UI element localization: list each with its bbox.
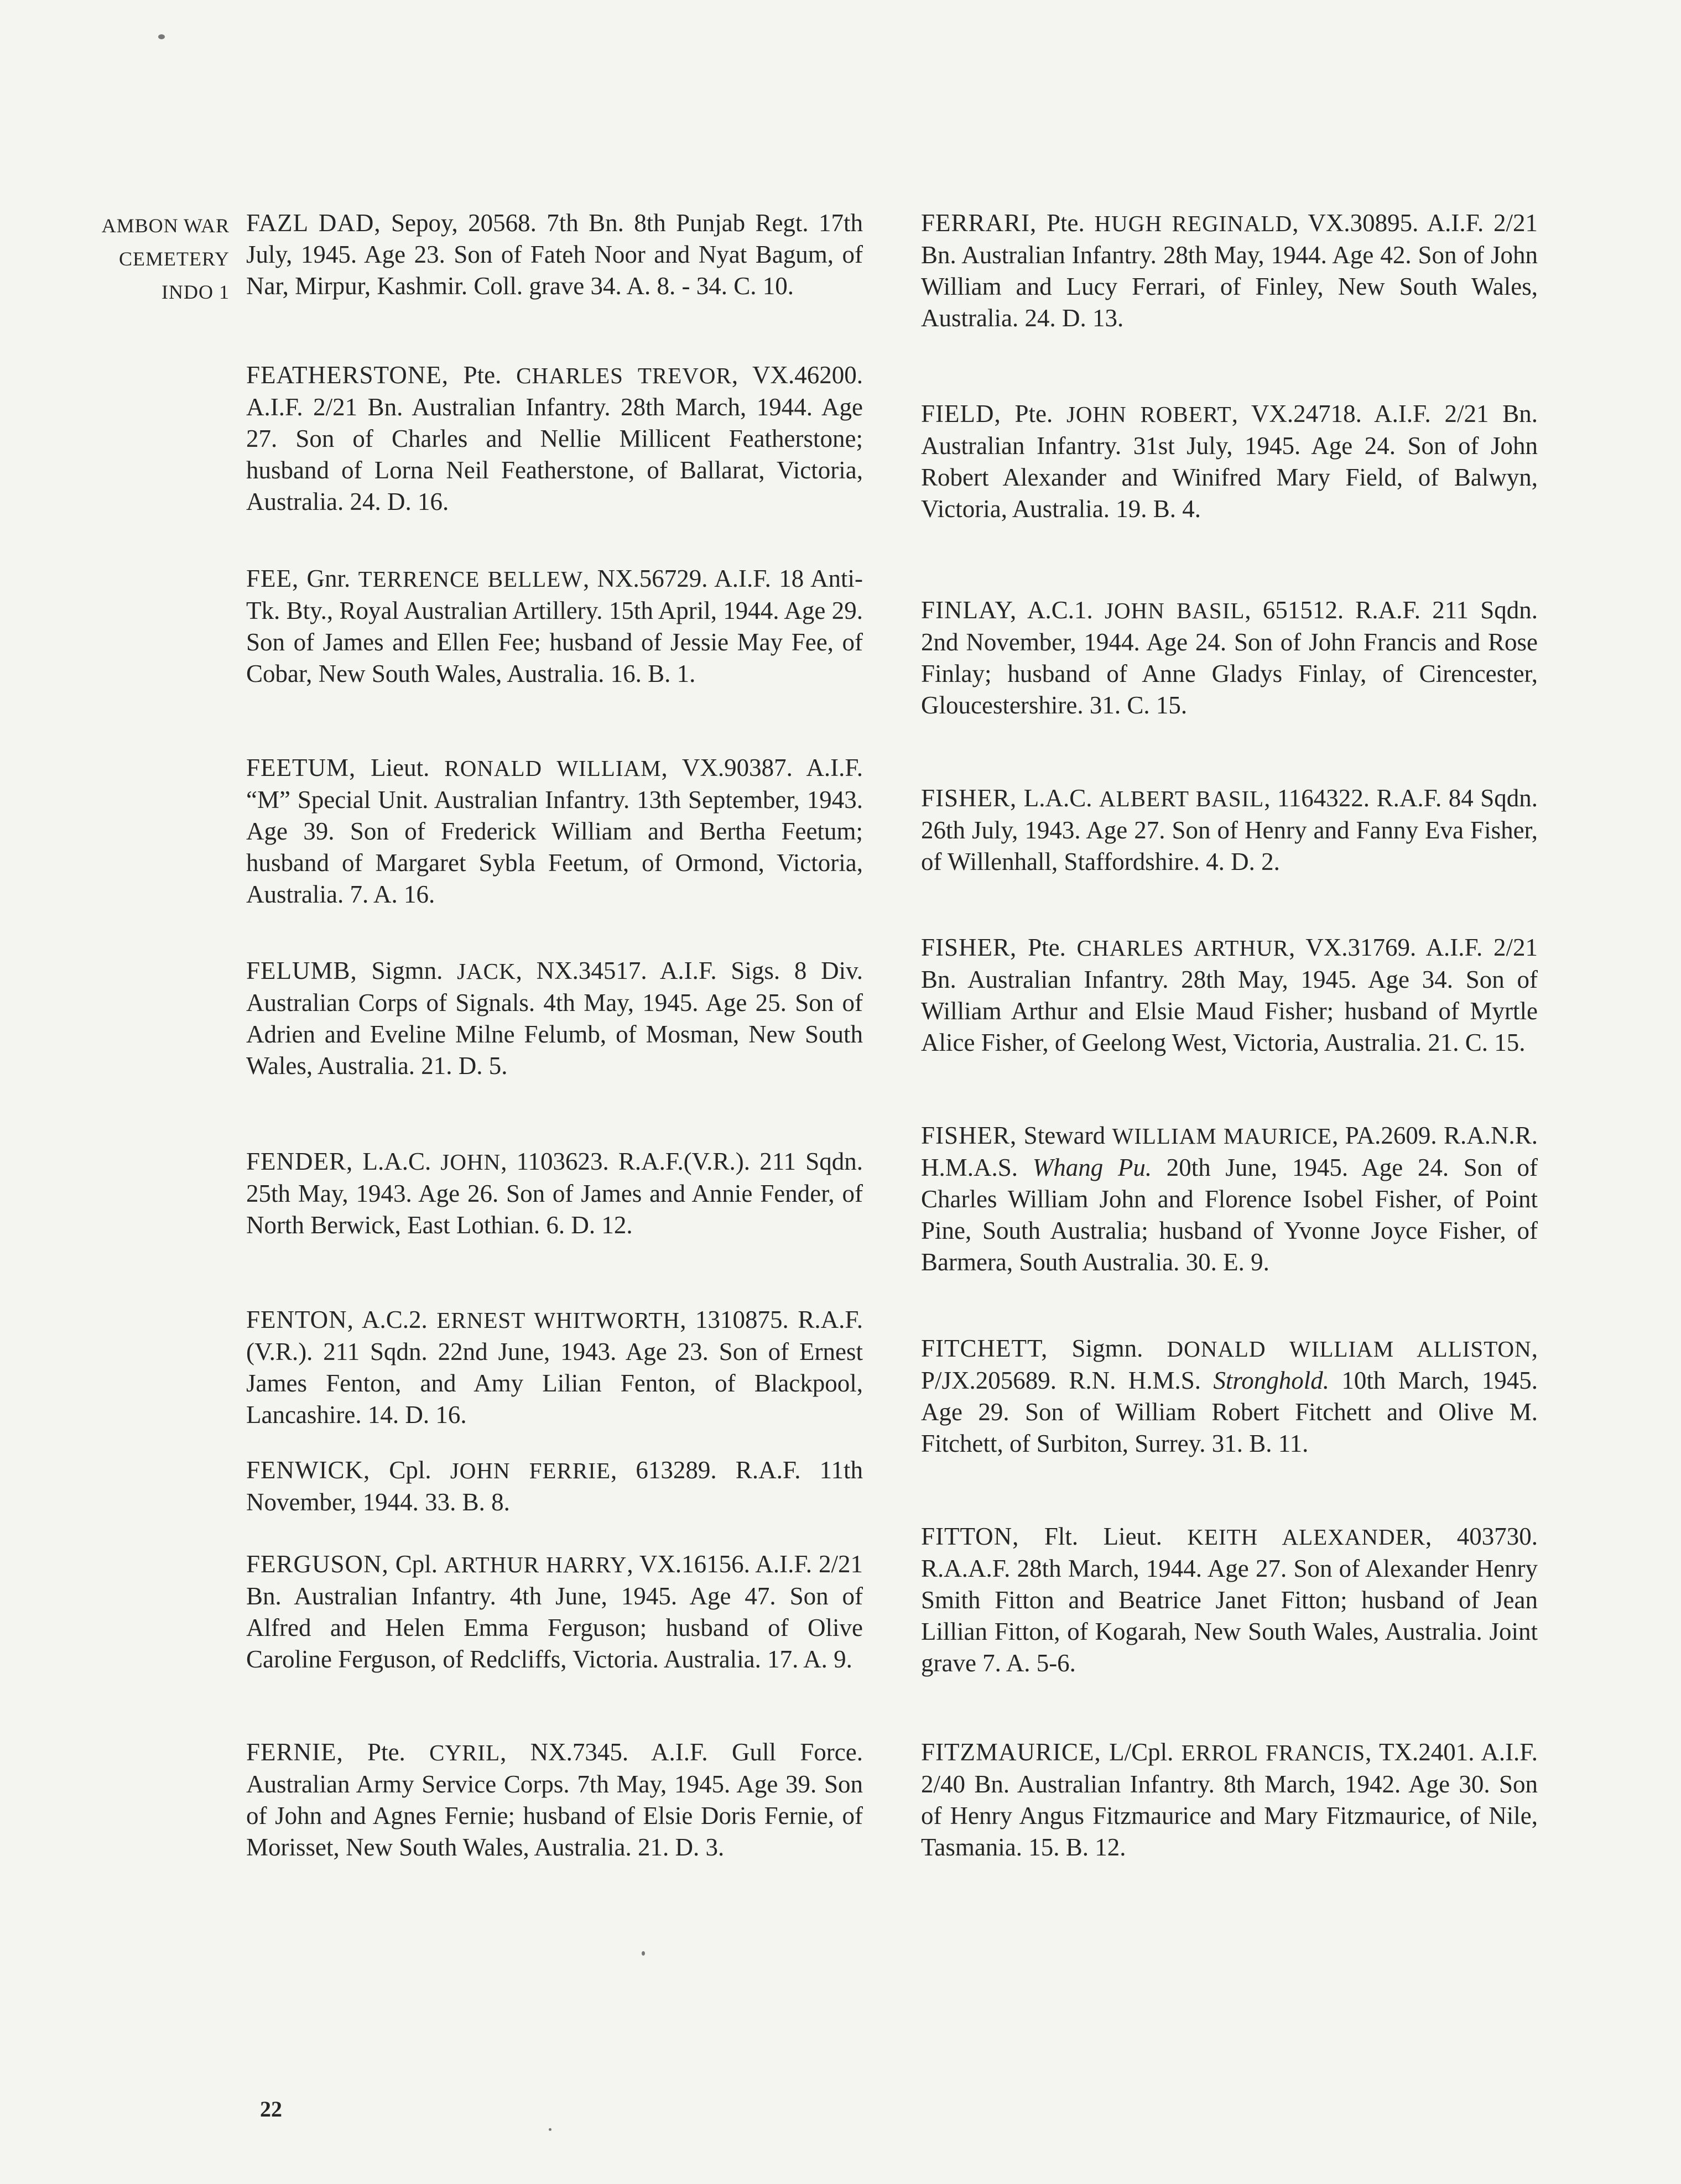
casualty-entry — [921, 595, 1538, 721]
entry-surname: FITCHETT, — [921, 1335, 1048, 1362]
entry-details: , 1310875. R.A.F.(V.R.). 211 Sqdn. 22nd June, 1943. Age 23. Son of Ernest James Fenton, and Amy Lilian Fenton, of Blackpool, Lancashire. 14. D. 16. — [246, 1306, 863, 1429]
entry-rank: Cpl. — [370, 1456, 450, 1484]
entry-given-names: ALBERT BASIL — [1099, 786, 1264, 811]
entry-given-names: DONALD WILLIAM ALLISTON — [1167, 1336, 1532, 1362]
entry-details: , 403730. R.A.A.F. 28th March, 1944. Age 27. Son of Alexander Henry Smith Fitton and Beatrice Janet Fitton; husband of Jean Lillian Fitton, of Kogarah, New South Wales, Australia. Joint grave 7. A. 5-6. — [921, 1523, 1538, 1677]
casualty-entry — [246, 1455, 863, 1518]
entry-details: , VX.90387. A.I.F. “M” Special Unit. Australian Infantry. 13th September, 1943. Age 39. Son of Frederick William and Bertha Feetum; husband of Margaret Sybla Feetum, of Ormond, Victoria, Australia. 7. A. 16. — [246, 754, 863, 908]
casualty-entry — [246, 1549, 863, 1675]
casualty-entry — [921, 1521, 1538, 1679]
entry-surname: FERNIE, — [246, 1738, 344, 1766]
entry-details: , P/JX.205689. R.N. H.M.S. — [921, 1335, 1538, 1394]
entry-surname: FISHER, — [921, 1122, 1017, 1149]
entry-details: , VX.16156. A.I.F. 2/21 Bn. Australian Infantry. 4th June, 1945. Age 47. Son of Alfred and Helen Emma Ferguson; husband of Olive Caroline Ferguson, of Redcliffs, Victoria. Australia. 17. A. 9. — [246, 1550, 863, 1673]
print-speck — [158, 34, 165, 39]
page-number: 22 — [260, 2097, 282, 2122]
entry-details: , VX.31769. A.I.F. 2/21 Bn. Australian Infantry. 28th May, 1945. Age 34. Son of William Arthur and Elsie Maud Fisher; husband of Myrtle Alice Fisher, of Geelong West, Victoria, Australia. 21. C. 15. — [921, 934, 1538, 1056]
entry-given-names: RONALD WILLIAM — [444, 755, 662, 781]
entry-given-names: JACK — [457, 958, 516, 984]
casualty-entry — [246, 563, 863, 690]
entry-rank: Steward — [1017, 1122, 1112, 1149]
entry-given-names: JOHN — [440, 1149, 501, 1175]
entry-details: , 613289. R.A.F. 11th November, 1944. 33. B. 8. — [246, 1456, 863, 1516]
entry-surname: FELUMB, — [246, 957, 357, 984]
print-speck — [642, 1951, 645, 1956]
entry-surname: FERGUSON, — [246, 1550, 389, 1578]
entry-rank: L.A.C. — [1017, 784, 1100, 812]
margin-note-line: INDO 1 — [162, 281, 230, 303]
entry-rank: L.A.C. — [353, 1148, 441, 1175]
entry-ship-name: Whang Pu. — [1032, 1154, 1152, 1181]
casualty-entry — [921, 932, 1538, 1059]
entry-rank: L/Cpl. — [1101, 1738, 1182, 1766]
cemetery-margin-note — [72, 209, 230, 309]
entry-rank: A.C.1. — [1017, 596, 1105, 624]
entry-details: , 651512. R.A.F. 211 Sqdn. 2nd November, 1944. Age 24. Son of John Francis and Rose Finlay; husband of Anne Gladys Finlay, of Cirencester, Gloucestershire. 31. C. 15. — [921, 596, 1538, 719]
entry-given-names: WILLIAM MAURICE — [1112, 1123, 1333, 1149]
entry-details: , NX.7345. A.I.F. Gull Force. Australian Army Service Corps. 7th May, 1945. Age 39. Son of John and Agnes Fernie; husband of Elsie Doris Fernie, of Morisset, New South Wales, Australia. 21. D. 3. — [246, 1738, 863, 1861]
entry-given-names: KEITH ALEXANDER — [1187, 1524, 1426, 1550]
entry-given-names: ERNEST WHITWORTH — [436, 1307, 680, 1333]
entry-surname: FEETUM, — [246, 754, 356, 781]
entry-rank: Gnr. — [299, 565, 358, 592]
entry-details: , TX.2401. A.I.F. 2/40 Bn. Australian Infantry. 8th March, 1942. Age 30. Son of Henry Angus Fitzmaurice and Mary Fitzmaurice, of Nile, Tasmania. 15. B. 12. — [921, 1738, 1538, 1861]
entry-surname: FEE, — [246, 565, 299, 592]
entry-surname: FAZL DAD, — [246, 209, 381, 237]
entry-rank: Lieut. — [356, 754, 445, 781]
casualty-entry — [921, 207, 1538, 334]
entry-given-names: JOHN BASIL — [1104, 598, 1245, 623]
entry-details: , 1164322. R.A.F. 84 Sqdn. 26th July, 1943. Age 27. Son of Henry and Fanny Eva Fisher, of Willenhall, Staffordshire. 4. D. 2. — [921, 784, 1538, 875]
entry-given-names: JOHN FERRIE — [450, 1458, 611, 1483]
entry-rank: Sigmn. — [1048, 1335, 1167, 1362]
entry-rank: Cpl. — [388, 1550, 445, 1578]
entry-given-names: TERRENCE BELLEW — [358, 566, 583, 592]
entry-surname: FEATHERSTONE, — [246, 361, 449, 389]
entry-details: , VX.24718. A.I.F. 2/21 Bn. Australian Infantry. 31st July, 1945. Age 24. Son of John Robert Alexander and Winifred Mary Field, of Balwyn, Victoria, Australia. 19. B. 4. — [921, 400, 1538, 523]
entry-details: , 1103623. R.A.F.(V.R.). 211 Sqdn. 25th May, 1943. Age 26. Son of James and Annie Fender, of North Berwick, East Lothian. 6. D. 12. — [246, 1148, 863, 1239]
casualty-entry — [921, 1120, 1538, 1278]
entry-details: , VX.30895. A.I.F. 2/21 Bn. Australian Infantry. 28th May, 1944. Age 42. Son of John William and Lucy Ferrari, of Finley, New South Wales, Australia. 24. D. 13. — [921, 209, 1538, 332]
entry-rank: Sepoy, — [381, 209, 469, 237]
entry-given-names: CHARLES TREVOR — [516, 363, 732, 388]
entry-details: 20th June, 1945. Age 24. Son of Charles William John and Florence Isobel Fisher, of Point Pine, South Australia; husband of Yvonne Joyce Fisher, of Barmera, South Australia. 30. E. 9. — [921, 1154, 1538, 1276]
entry-details: , PA.2609. R.A.N.R. H.M.A.S. — [921, 1122, 1538, 1181]
entry-given-names: CHARLES ARTHUR — [1076, 935, 1289, 961]
entry-details: 20568. 7th Bn. 8th Punjab Regt. 17th July, 1945. Age 23. Son of Fateh Noor and Nyat Bagum, of Nar, Mirpur, Kashmir. Coll. grave 34. A. 8. - 34. C. 10. — [246, 209, 863, 300]
entry-surname: FIELD, — [921, 400, 1001, 428]
entry-given-names: ERROL FRANCIS — [1181, 1740, 1366, 1765]
casualty-entry — [246, 1304, 863, 1431]
print-speck — [549, 2128, 551, 2131]
casualty-entry — [246, 359, 863, 518]
entry-given-names: HUGH REGINALD — [1094, 211, 1293, 236]
entry-rank: Sigmn. — [357, 957, 457, 984]
entry-rank: A.C.2. — [353, 1306, 437, 1333]
entry-given-names: CYRIL — [429, 1740, 501, 1765]
entry-surname: FENTON, — [246, 1306, 354, 1333]
entry-surname: FINLAY, — [921, 596, 1017, 624]
entry-rank: Pte. — [448, 361, 517, 389]
entry-surname: FENDER, — [246, 1148, 353, 1175]
entry-surname: FISHER, — [921, 784, 1017, 812]
entry-details: , NX.56729. A.I.F. 18 Anti-Tk. Bty., Royal Australian Artillery. 15th April, 1944. Age 29. Son of James and Ellen Fee; husband of Jessie May Fee, of Cobar, New South Wales, Australia. 16. B. 1. — [246, 565, 863, 687]
entry-surname: FITZMAURICE, — [921, 1738, 1101, 1766]
entry-details: , NX.34517. A.I.F. Sigs. 8 Div. Australian Corps of Signals. 4th May, 1945. Age 25. Son of Adrien and Eveline Milne Felumb, of Mosman, New South Wales, Australia. 21. D. 5. — [246, 957, 863, 1080]
entry-rank: Pte. — [1037, 209, 1095, 237]
casualty-entry — [246, 752, 863, 910]
entry-rank: Pte. — [1001, 400, 1066, 428]
entry-rank: Pte. — [343, 1738, 430, 1766]
casualty-entry — [246, 207, 863, 302]
casualty-entry — [246, 1146, 863, 1241]
entry-surname: FISHER, — [921, 934, 1017, 961]
margin-note-line: AMBON WAR — [101, 215, 230, 237]
entry-details: 10th March, 1945. Age 29. Son of William Robert Fitchett and Olive M. Fitchett, of Surbiton, Surrey. 31. B. 11. — [921, 1367, 1538, 1457]
casualty-entry — [921, 398, 1538, 525]
entry-surname: FERRARI, — [921, 209, 1037, 237]
entry-rank: Flt. Lieut. — [1019, 1523, 1188, 1550]
casualty-entry — [921, 1737, 1538, 1863]
casualty-entry — [921, 783, 1538, 878]
entry-details: , VX.46200. A.I.F. 2/21 Bn. Australian Infantry. 28th March, 1944. Age 27. Son of Charles and Nellie Millicent Featherstone; husband of Lorna Neil Featherstone, of Ballarat, Victoria, Australia. 24. D. 16. — [246, 361, 863, 515]
entry-given-names: JOHN ROBERT — [1066, 402, 1232, 427]
casualty-entry — [246, 1737, 863, 1863]
entry-rank: Pte. — [1017, 934, 1077, 961]
margin-note-line: CEMETERY — [118, 248, 230, 270]
entry-surname: FITTON, — [921, 1523, 1019, 1550]
casualty-entry — [921, 1333, 1538, 1460]
entry-given-names: ARTHUR HARRY — [444, 1552, 627, 1577]
entry-surname: FENWICK, — [246, 1456, 371, 1484]
entry-ship-name: Stronghold. — [1213, 1367, 1329, 1394]
casualty-entry — [246, 955, 863, 1082]
